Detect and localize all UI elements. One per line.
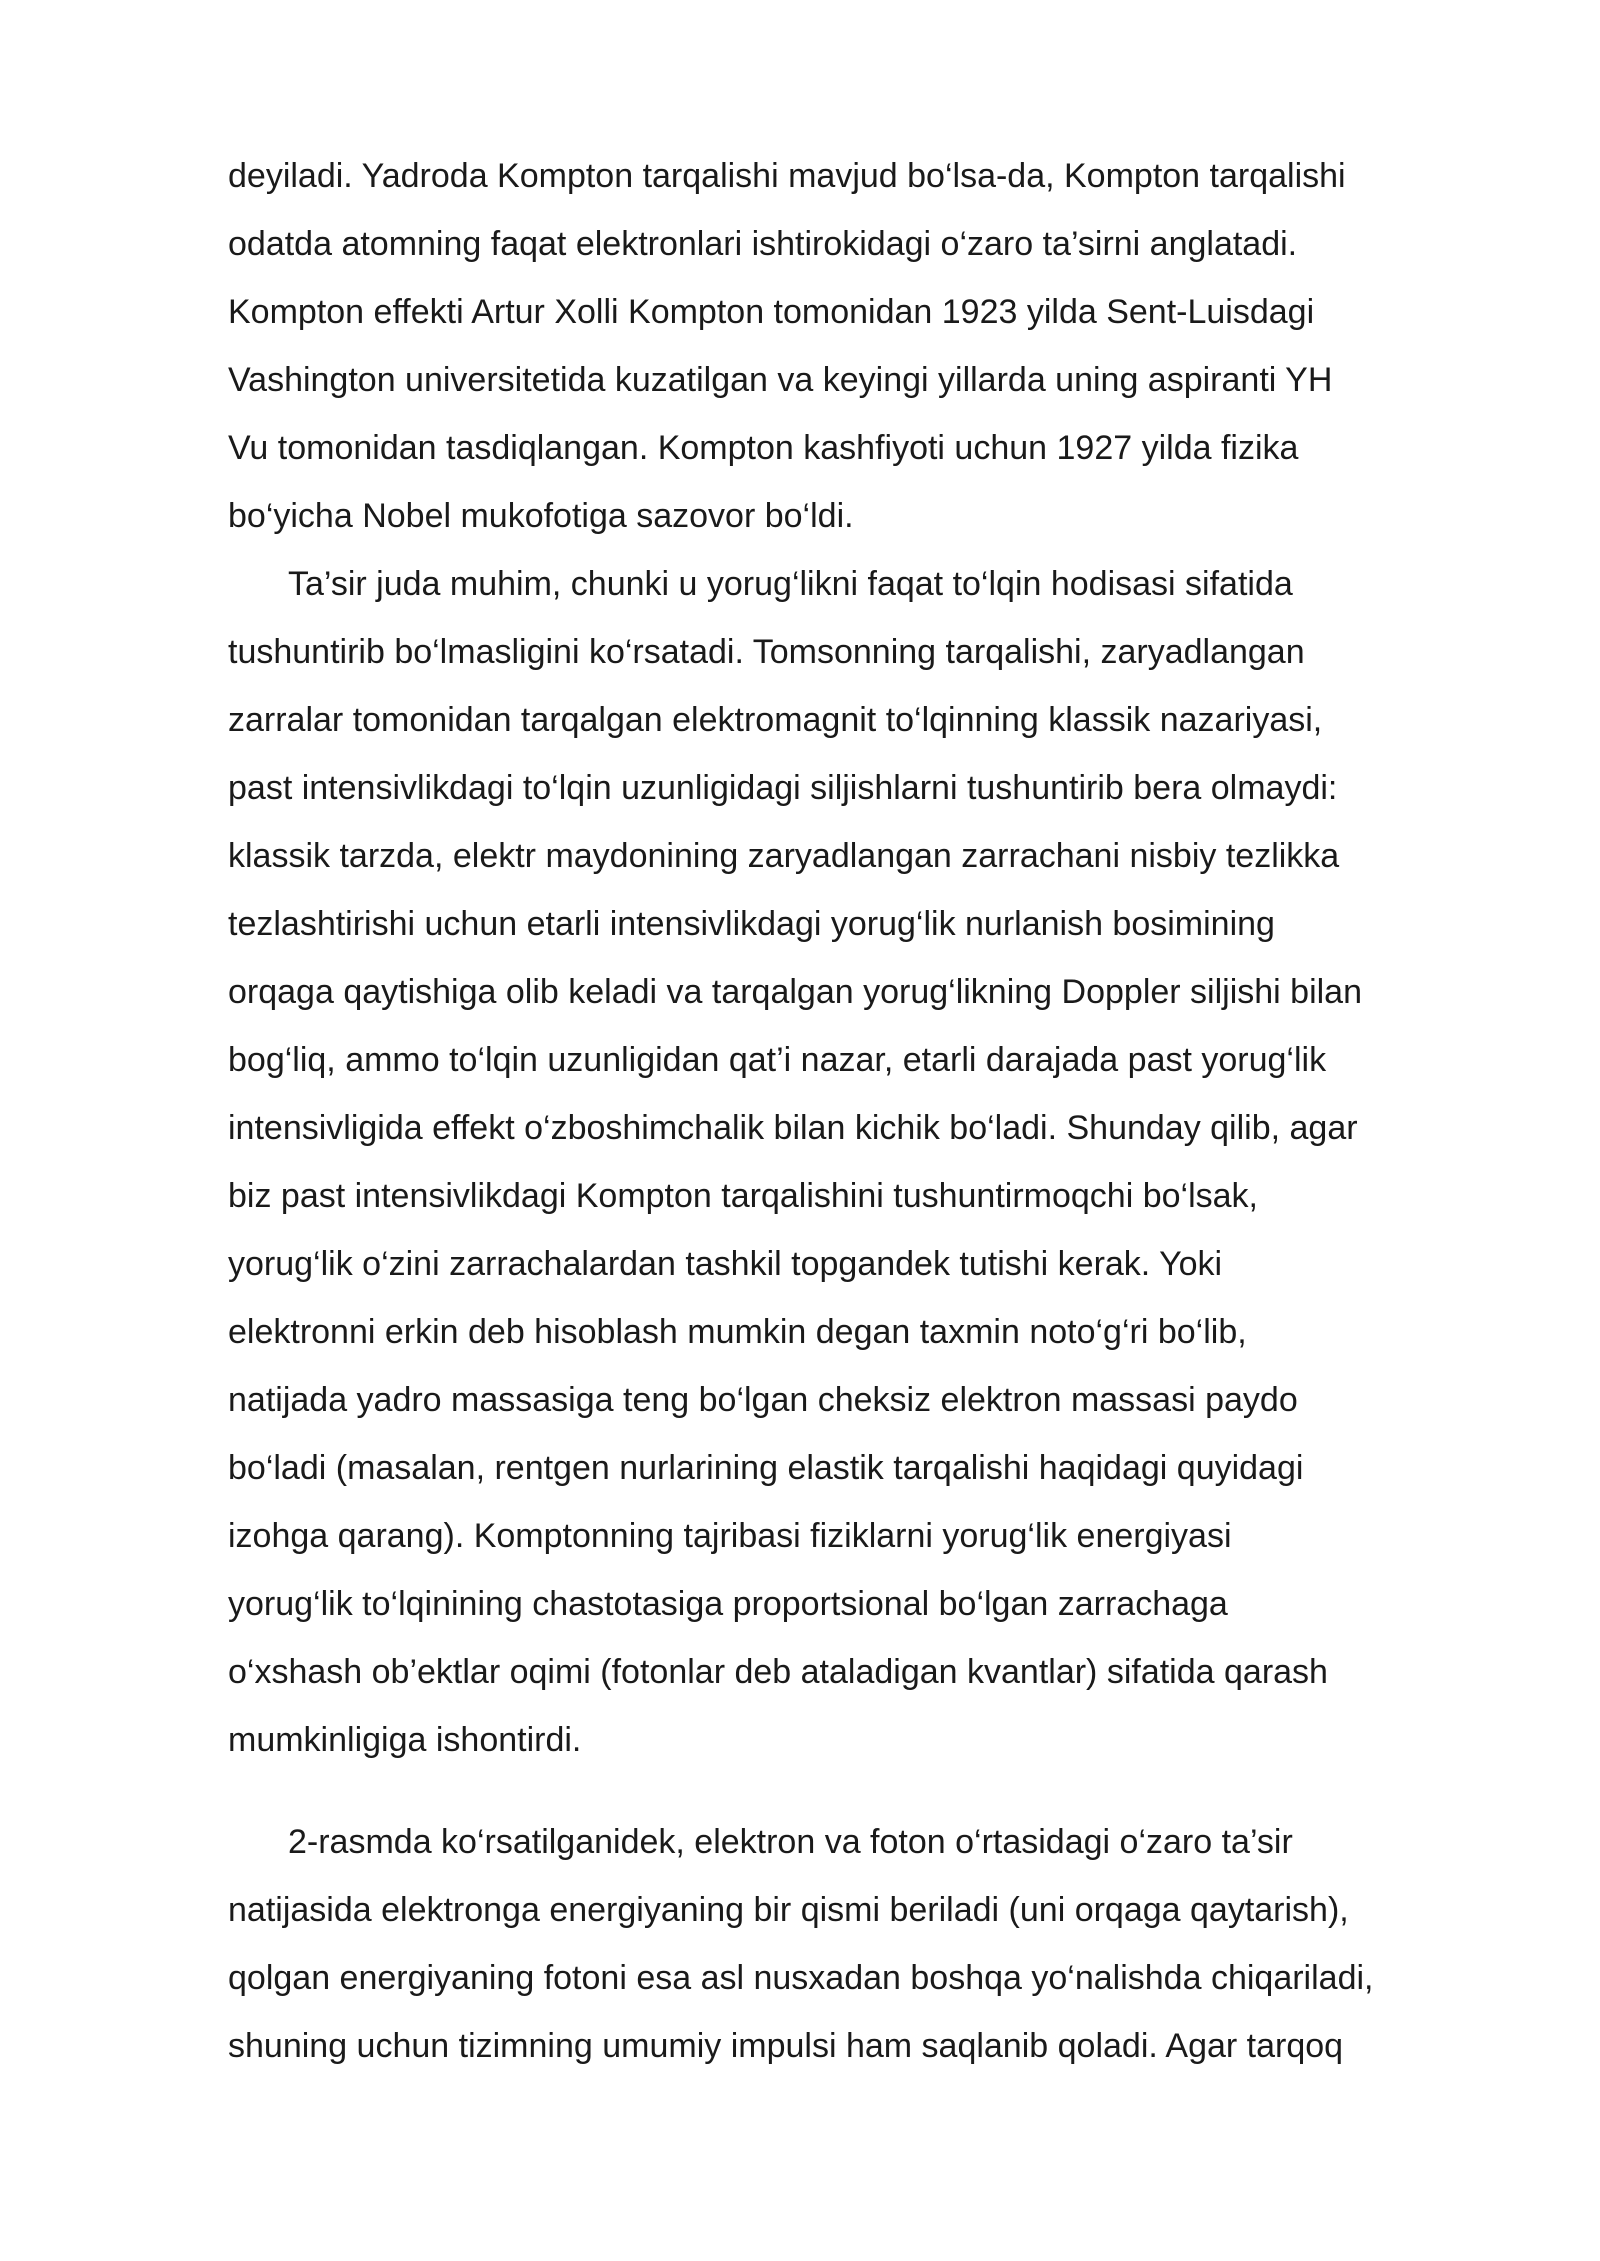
paragraph-2-line: mumkinligiga ishontirdi.	[228, 1721, 582, 1759]
paragraph-1-line: Vashington universitetida kuzatilgan va keyingi yillarda uning aspiranti YH	[228, 361, 1333, 399]
paragraph-3-line: shuning uchun tizimning umumiy impulsi ham saqlanib qoladi. Agar tarqoq	[228, 2027, 1344, 2065]
body-text-upper	[228, 142, 1528, 1774]
paragraph-2-line: elektronni erkin deb hisoblash mumkin degan taxmin noto‘g‘ri bo‘lib,	[228, 1313, 1247, 1351]
paragraph-2-line: intensivligida effekt o‘zboshimchalik bilan kichik bo‘ladi. Shunday qilib, agar	[228, 1109, 1358, 1147]
paragraph-2-line: klassik tarzda, elektr maydonining zaryadlangan zarrachani nisbiy tezlikka	[228, 837, 1340, 875]
paragraph-2-line: izohga qarang). Komptonning tajribasi fiziklarni yorug‘lik energiyasi	[228, 1517, 1232, 1555]
paragraph-2-line: o‘xshash ob’ektlar oqimi (fotonlar deb ataladigan kvantlar) sifatida qarash	[228, 1653, 1328, 1691]
paragraph-3-line: qolgan energiyaning fotoni esa asl nusxadan boshqa yo‘nalishda chiqariladi,	[228, 1959, 1374, 1997]
paragraph-3-line: 2-rasmda ko‘rsatilganidek, elektron va foton o‘rtasidagi o‘zaro ta’sir	[288, 1823, 1293, 1861]
body-text-lower	[228, 1808, 1528, 2080]
paragraph-2-line: biz past intensivlikdagi Kompton tarqalishini tushuntirmoqchi bo‘lsak,	[228, 1177, 1258, 1215]
paragraph-1-line: bo‘yicha Nobel mukofotiga sazovor bo‘ldi.	[228, 497, 854, 535]
paragraph-1-line: odatda atomning faqat elektronlari ishtirokidagi o‘zaro ta’sirni anglatadi.	[228, 225, 1298, 263]
paragraph-2-line: zarralar tomonidan tarqalgan elektromagnit to‘lqinning klassik nazariyasi,	[228, 701, 1323, 739]
paragraph-2-line: natijada yadro massasiga teng bo‘lgan cheksiz elektron massasi paydo	[228, 1381, 1298, 1419]
paragraph-1-line: Vu tomonidan tasdiqlangan. Kompton kashfiyoti uchun 1927 yilda fizika	[228, 429, 1299, 467]
paragraph-2-line: bo‘ladi (masalan, rentgen nurlarining elastik tarqalishi haqidagi quyidagi	[228, 1449, 1304, 1487]
paragraph-2-line: past intensivlikdagi to‘lqin uzunligidagi siljishlarni tushuntirib bera olmaydi:	[228, 769, 1338, 807]
paragraph-2-line: yorug‘lik to‘lqinining chastotasiga proportsional bo‘lgan zarrachaga	[228, 1585, 1228, 1623]
paragraph-2-line: tezlashtirishi uchun etarli intensivlikdagi yorug‘lik nurlanish bosimining	[228, 905, 1275, 943]
paragraph-2-line: yorug‘lik o‘zini zarrachalardan tashkil topgandek tutishi kerak. Yoki	[228, 1245, 1223, 1283]
paragraph-1-line: Kompton effekti Artur Xolli Kompton tomonidan 1923 yilda Sent-Luisdagi	[228, 293, 1315, 331]
paragraph-2-line: tushuntirib bo‘lmasligini ko‘rsatadi. Tomsonning tarqalishi, zaryadlangan	[228, 633, 1305, 671]
paragraph-2-line: bog‘liq, ammo to‘lqin uzunligidan qat’i nazar, etarli darajada past yorug‘lik	[228, 1041, 1327, 1079]
paragraph-3-line: natijasida elektronga energiyaning bir qismi beriladi (uni orqaga qaytarish),	[228, 1891, 1349, 1929]
paragraph-1-line: deyiladi. Yadroda Kompton tarqalishi mavjud bo‘lsa-da, Kompton tarqalishi	[228, 157, 1346, 195]
paragraph-2-line: Ta’sir juda muhim, chunki u yorug‘likni faqat to‘lqin hodisasi sifatida	[288, 565, 1293, 603]
paragraph-2-line: orqaga qaytishiga olib keladi va tarqalgan yorug‘likning Doppler siljishi bilan	[228, 973, 1363, 1011]
